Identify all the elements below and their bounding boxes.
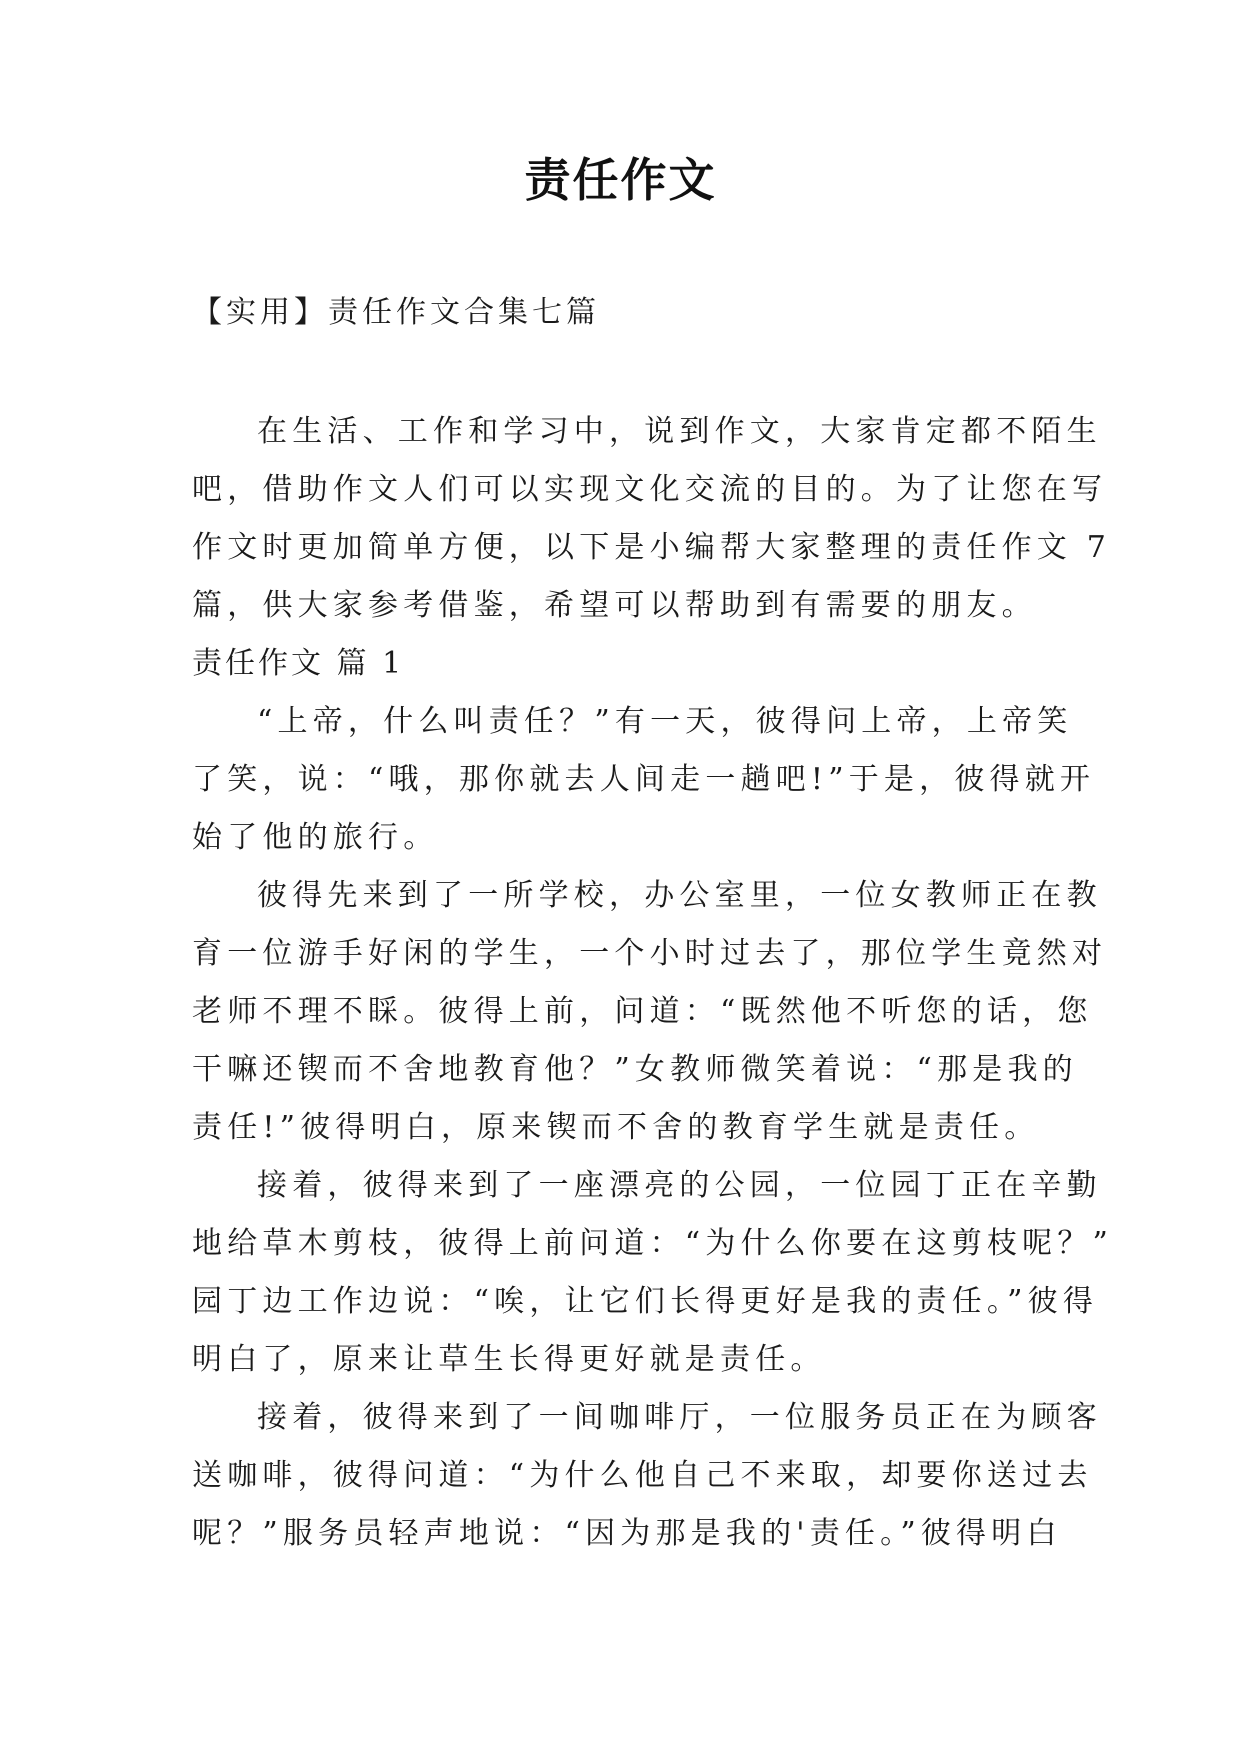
paragraph-line: 育一位游手好闲的学生，一个小时过去了，那位学生竟然对 [192, 936, 1108, 971]
paragraph-line: 送咖啡，彼得问道：“为什么他自己不来取，却要你送过去 [192, 1458, 1093, 1493]
paragraph-line: 地给草木剪枝，彼得上前问道：“为什么你要在这剪枝呢？” [192, 1226, 1114, 1261]
paragraph-line: 在生活、工作和学习中，说到作文，大家肯定都不陌生 [257, 414, 1102, 449]
paragraph-line: 作文时更加简单方便，以下是小编帮大家整理的责任作文 7 [192, 530, 1112, 565]
document-subtitle: 【实用】责任作文合集七篇 [192, 295, 600, 330]
section-heading: 责任作文 篇 1 [192, 646, 405, 681]
document-title: 责任作文 [524, 153, 717, 207]
paragraph-line: 老师不理不睬。彼得上前，问道：“既然他不听您的话，您 [192, 994, 1093, 1029]
paragraph-line: 始了他的旅行。 [192, 820, 439, 855]
paragraph-line: “上帝，什么叫责任？”有一天，彼得问上帝，上帝笑 [257, 704, 1073, 739]
paragraph-line: 呢？”服务员轻声地说：“因为那是我的'责任。”彼得明白 [192, 1516, 1062, 1551]
paragraph-line: 明白了，原来让草生长得更好就是责任。 [192, 1342, 826, 1377]
paragraph-line: 彼得先来到了一所学校，办公室里，一位女教师正在教 [257, 878, 1102, 913]
paragraph-line: 吧，借助作文人们可以实现文化交流的目的。为了让您在写 [192, 472, 1108, 507]
paragraph-line: 篇，供大家参考借鉴，希望可以帮助到有需要的朋友。 [192, 588, 1037, 623]
paragraph-line: 接着，彼得来到了一间咖啡厅，一位服务员正在为顾客 [257, 1400, 1102, 1435]
paragraph-line: 责任!”彼得明白，原来锲而不舍的教育学生就是责任。 [192, 1110, 1040, 1145]
paragraph-line: 园丁边工作边说：“唉，让它们长得更好是我的责任。”彼得 [192, 1284, 1099, 1319]
paragraph-line: 了笑，说：“哦，那你就去人间走一趟吧!”于是，彼得就开 [192, 762, 1096, 797]
paragraph-line: 干嘛还锲而不舍地教育他？”女教师微笑着说：“那是我的 [192, 1052, 1078, 1087]
document-body [192, 403, 1114, 1563]
paragraph-line: 接着，彼得来到了一座漂亮的公园，一位园丁正在辛勤 [257, 1168, 1102, 1203]
